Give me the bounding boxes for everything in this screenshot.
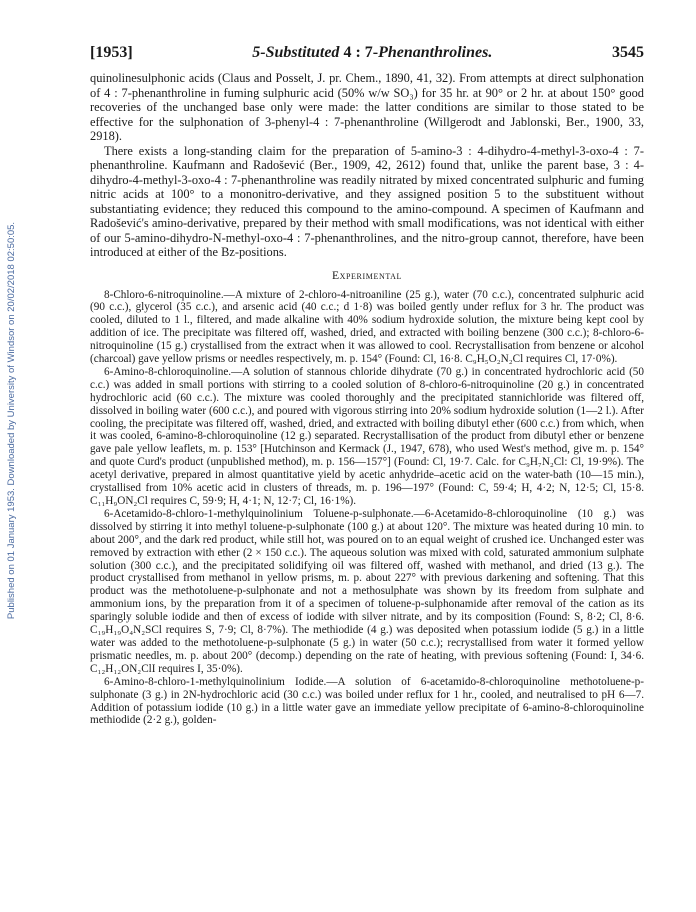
header-year: [1953] (90, 44, 133, 61)
body-paragraph: There exists a long-standing claim for the preparation of 5-amino-3 : 4-dihydro-4-methyl-3-oxo-4 : 7-phenanthroline. Kaufmann and Radošević (Ber., 1909, 42, 2612) found that, unlike the parent base, 3 : 4-dihydro-4-methyl-3-oxo-4 : 7-phenanthroline was readily nitrated by mixed concentrated sulphuric and fuming nitric acids at 100° to a mononitro-derivative, and they assigned position 5 to the substituent without substantiating evidence; they reduced this compound to the amino-compound. A specimen of Kaufmann and Radošević's amino-derivative, prepared by their method with small modifications, was not identical with either of our 5-amino-dihydro-N-methyl-oxo-4 : 7-phenanthrolines, and the nitro-group cannot, therefore, have been introduced at either of the Bz-positions. (90, 143, 644, 259)
experimental-paragraph: 6-Amino-8-chloroquinoline.—A solution of stannous chloride dihydrate (70 g.) in concentrated hydrochloric acid (50 c.c.) was added in small portions with stirring to a cooled solution of 8-chloro-6-nitroquinoline (20 g.) in concentrated hydrochloric acid (60 c.c.). The mixture was cooled thoroughly and the precipitated stannichloride was filtered off, dissolved in boiling water (600 c.c.), and poured with vigorous stirring into 20% sodium hydroxide solution (1—2 l.). After cooling, the precipitate was filtered off, washed, dried, and extracted with boiling dibutyl ether (600 c.c.) from which, when it was cooled, 6-amino-8-chloroquinoline (12 g.) separated. Recrystallisation of the product from dibutyl ether or benzene gave pale yellow leaflets, m. p. 153° [Hutchinson and Kermack (J., 1947, 678), who used West's method, give m. p. 154° and quote Curd's product (unpublished method), m. p. 156—157°] (Found: Cl, 19·7. Calc. for C₉H₇N₂Cl: Cl, 19·9%). The acetyl derivative, prepared in almost quantitative yield by acetic anhydride–acetic acid on the water-bath (10—15 min.), crystallised from 10% acetic acid in clusters of threads, m. p. 196—197° (Found: C, 59·4; H, 4·2; N, 12·5; Cl, 15·8. C₁₁H₉ON₂Cl requires C, 59·9; H, 4·1; N, 12·7; Cl, 16·1%). (90, 365, 644, 507)
body-paragraph: quinolinesulphonic acids (Claus and Posselt, J. pr. Chem., 1890, 41, 32). From attempts at direct sulphonation of 4 : 7-phenanthroline in fuming sulphuric acid (50% w/w SO₃) for 35 hr. at 90° or 2 hr. at about 150° good recoveries of the unchanged base only were made: the latter conditions are similar to those stated to be effective for the sulphonation of 3-phenyl-4 : 7-phenanthroline (Willgerodt and Jablonski, Ber., 1900, 33, 2918). (90, 71, 644, 143)
article-body (90, 71, 644, 727)
section-heading: Experimental (331, 268, 403, 282)
experimental-paragraph: 6-Amino-8-chloro-1-methylquinolinium Iodide.—A solution of 6-acetamido-8-chloroquinoline methotoluene-p-sulphonate (3 g.) in 2N-hydrochloric acid (30 c.c.) was boiled under reflux for 1 hr., cooled, and neutralised to pH 6—7. Addition of potassium iodide (10 g.) in a little water gave an immediate yellow precipitate of 6-amino-8-chloroquinoline methiodide (2·2 g.), golden- (90, 675, 644, 727)
download-watermark-text: Published on 01 January 1953. Downloaded by University of Windsor on 20/02/2018 02:50:05. (6, 221, 18, 619)
running-header (90, 44, 644, 62)
header-title (252, 44, 492, 62)
header-title-part2: 4 : 7- (339, 44, 379, 61)
journal-page (90, 44, 644, 904)
header-title-part3: Phenanthrolines. (378, 44, 493, 61)
header-title-part1: 5-Substituted (252, 44, 340, 61)
header-page-number: 3545 (612, 44, 644, 61)
experimental-paragraph: 8-Chloro-6-nitroquinoline.—A mixture of 2-chloro-4-nitroaniline (25 g.), water (70 c.c.), concentrated sulphuric acid (90 c.c.), glycerol (35 c.c.), and arsenic acid (40 c.c.; d 1·8) was boiled gently under reflux for 3 hr. The product was cooled, diluted to 1 l., filtered, and made alkaline with 40% sodium hydroxide solution, the mixture being kept cool by addition of ice. The precipitate was filtered off, washed, dried, and extracted with boiling benzene (300 c.c.); 8-chloro-6-nitroquinoline (15 g.) crystallised from the extract when it was allowed to cool. Recrystallisation from benzene or alcohol (charcoal) gave yellow prisms or needles respectively, m. p. 154° (Found: Cl, 16·8. C₉H₅O₂N₂Cl requires Cl, 17·0%). (90, 288, 644, 366)
experimental-paragraph: 6-Acetamido-8-chloro-1-methylquinolinium Toluene-p-sulphonate.—6-Acetamido-8-chloroquinoline (10 g.) was dissolved by stirring it into methyl toluene-p-sulphonate (100 g.) at about 120°. The mixture was heated during 10 min. to about 200°, and the dark red product, while still hot, was poured on to an equal weight of crushed ice. Unchanged ester was removed by extraction with ether (2 × 150 c.c.). The aqueous solution was mixed with cold, saturated ammonium sulphate solution (300 c.c.), and the precipitated solidifying oil was filtered off, washed with methanol, and dried (13 g.). The product crystallised from methanol in yellow prisms, m. p. about 227° with previous darkening and softening. That this product was the methotoluene-p-sulphonate and not a methosulphate was shown by its freedom from sulphate and ammonium ions, by the preparation from it of a specimen of toluene-p-sulphonamide after removal of the cation as its sparingly soluble iodide and then of excess of iodide with silver nitrate, and by its composition (Found: S, 8·2; Cl, 8·6. C₁₉H₁₉O₄N₂SCl requires S, 7·9; Cl, 8·7%). The methiodide (4 g.) was deposited when potassium iodide (5 g.) in a little water was added to the methotoluene-p-sulphonate (5 g.) in water (50 c.c.); recrystallised from water it formed yellow prismatic needles, m. p. about 200° (decomp.) depending on the rate of heating, with previous softening (Found: I, 34·6. C₁₂H₁₂ON₂ClI requires I, 35·0%). (90, 507, 644, 675)
download-watermark (0, 130, 24, 710)
